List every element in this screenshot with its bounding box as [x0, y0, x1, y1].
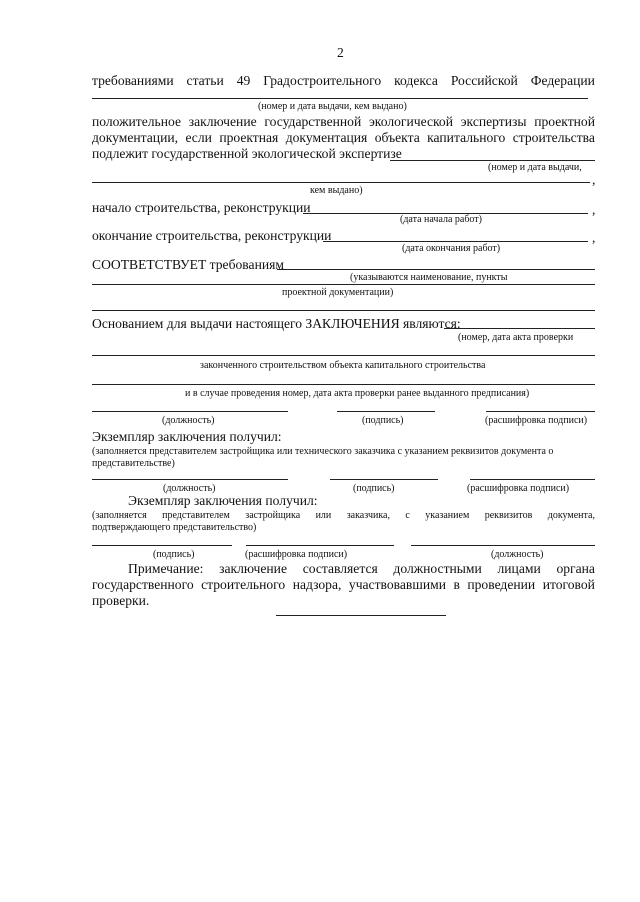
fill-line[interactable]: [277, 269, 595, 270]
position-caption: (должность): [163, 483, 216, 494]
copy-received-title: Экземпляр заключения получил:: [128, 493, 318, 508]
hint-text: (дата начала работ): [400, 214, 482, 225]
position-field[interactable]: [92, 411, 288, 412]
hint-text: (номер и дата выдачи,: [488, 162, 582, 173]
note-line-2: государственного строительного надзора, участвовавшими в проведении итоговой: [92, 577, 595, 592]
hint-text: (дата окончания работ): [402, 243, 501, 254]
closing-separator: [276, 615, 446, 616]
eco-line-1: положительное заключение государственной экологической экспертизы проектной: [92, 114, 595, 129]
hint-text: (указываются наименование, пункты: [350, 272, 508, 283]
comma: ,: [592, 172, 596, 187]
fill-line[interactable]: [444, 328, 595, 329]
end-date-field[interactable]: [323, 241, 588, 242]
copy-note: представительстве): [92, 458, 175, 469]
note-line-3: проверки.: [92, 593, 150, 608]
word: 49: [236, 73, 251, 88]
comma: ,: [592, 202, 596, 217]
signature-caption: (подпись): [362, 415, 404, 426]
decoding-caption: (расшифровка подписи): [467, 483, 570, 494]
word: Градостроительного: [263, 73, 382, 88]
hint-text: (номер и дата выдачи, кем выдано): [258, 101, 407, 112]
signature-field[interactable]: [337, 411, 435, 412]
position-field[interactable]: [411, 545, 595, 546]
signature-caption: (подпись): [353, 483, 395, 494]
fill-line[interactable]: [390, 160, 595, 161]
fill-line[interactable]: [92, 384, 595, 385]
fill-line[interactable]: [92, 284, 595, 285]
copy-received-title: Экземпляр заключения получил:: [92, 429, 282, 444]
eco-line-2: документации, если проектная документация объекта капитального строительства: [92, 130, 595, 145]
complies-label: СООТВЕТСТВУЕТ требованиям: [92, 257, 284, 272]
hint-text: и в случае проведения номер, дата акта проверки ранее выданного предписания): [185, 388, 530, 399]
page-number: 2: [337, 45, 344, 60]
end-label: окончание строительства, реконструкции: [92, 228, 332, 243]
word: требованиями: [92, 73, 174, 88]
copy-note: (заполняется представителем застройщика или технического заказчика с указанием реквизитов документа о: [92, 446, 554, 457]
word: статьи: [186, 73, 224, 88]
basis-label: Основанием для выдачи настоящего ЗАКЛЮЧЕНИЯ являются:: [92, 316, 461, 331]
signature-field[interactable]: [330, 479, 438, 480]
copy-note: (заполняется представителем застройщика или заказчика, с указанием реквизитов документа,: [92, 510, 595, 521]
hint-text: (номер, дата акта проверки: [458, 332, 574, 343]
decoding-field[interactable]: [486, 411, 595, 412]
hint-text: проектной документации): [282, 287, 394, 298]
fill-line[interactable]: [92, 355, 595, 356]
hint-text: законченного строительством объекта капитального строительства: [200, 360, 486, 371]
note-line-1: Примечание: заключение составляется должностными лицами органа: [128, 561, 595, 576]
word: Российской: [450, 73, 518, 88]
decoding-caption: (расшифровка подписи): [245, 549, 348, 560]
start-label: начало строительства, реконструкции: [92, 200, 311, 215]
signature-field[interactable]: [92, 545, 232, 546]
decoding-field[interactable]: [246, 545, 394, 546]
eco-line-3: подлежит государственной экологической экспертизе: [92, 146, 402, 161]
position-caption: (должность): [162, 415, 215, 426]
fill-line[interactable]: [92, 182, 590, 183]
hint-text: кем выдано): [310, 185, 363, 196]
decoding-field[interactable]: [470, 479, 595, 480]
copy-note: подтверждающего представительство): [92, 522, 257, 533]
fill-line[interactable]: [92, 310, 595, 311]
word: Федерации: [530, 73, 595, 88]
fill-line[interactable]: [92, 98, 588, 99]
signature-caption: (подпись): [153, 549, 195, 560]
decoding-caption: (расшифровка подписи): [485, 415, 588, 426]
word: кодекса: [394, 73, 438, 88]
position-caption: (должность): [491, 549, 544, 560]
comma: ,: [592, 230, 596, 245]
position-field[interactable]: [92, 479, 288, 480]
law-reference-line: [92, 73, 595, 89]
